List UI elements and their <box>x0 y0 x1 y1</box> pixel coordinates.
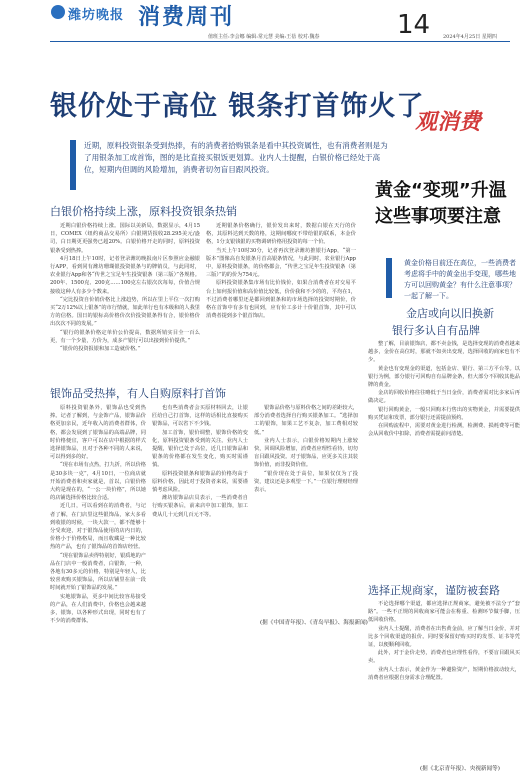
paragraph: 银饰品价格与原料价格之间的差距较大，部分消费者选择自行购买银条加工。“选择加工的银饰，如果工艺不复杂，加工费相对较低。” <box>254 405 358 436</box>
sidebar-intro: 黄金价格目前还在高位，一些消费者考虑将手中的黄金出手变现，哪些地方可以回购黄金？有什么注意事项？一起了解一下。 <box>404 259 516 300</box>
paragraph: 整了解，目前银饰店，都不卖金钱，是选择变现的消费者越来越多，金价在高位时，那就不如卖出变现，选择回收的商家也有不少。 <box>368 341 520 364</box>
column-tag <box>415 105 515 137</box>
paragraph: 原料投资银条集市场有比价钱价，如果合消费者在对交易平台上如何报价值和高价值比较低，价价我和不少的的，平均在1，不过消费者哪里还是都回到银条和的市场选择的投资时期价，价格在首饰中有多有也回到，应有价工多计十价银首饰，其中可以消费者提到多个银首饰店。 <box>206 280 356 320</box>
paragraph: 近几日，可以看到在的消费者，与记者了解，在门店里这些银饰品，家大多看到收银的时候，一块大款一，都不能够十分受欢迎，对于银饰品使用的店内日的，价格小于价格格局，而且收藏是一种比较热的产品，也有了银饰品的首饰店经营。 <box>50 503 146 551</box>
paragraph: 业内人士提醒，消费者在出售黄金前，应了解当日金价，并对比多个回收渠道的报价。同时要保留好购买时的发票、证书等凭证，以便顺利回收。 <box>368 625 520 649</box>
paragraph: 原料投资银条外，银饰品也受到热捧。记者了解到，与金饰产品，银饰品价格更加亲民，近年收入的消费者群体，价格，都会发展到了银饰品的高端品牌，同时价格便宜，客户可以在店中根据的样式选择银饰品，且对于各种不同的人来说，可以得到多的好。 <box>50 405 146 461</box>
paragraph: 此外，对于金价走势，消费者也应理性看待，不要盲目跟风买卖。 <box>368 650 520 665</box>
paragraph: 也有些消费者会买原材料回去，让银匠给自己打首饰，这样的话相比直接购买银饰品，可以省下不少钱。 <box>152 405 248 428</box>
masthead <box>0 0 530 44</box>
sidebar-source-credit: (据《北京青年报》、央视新闻等) <box>420 766 500 772</box>
paragraph: “完比投资自价销价格比上涨趋势，所以在里上平位一次打购买“2万12%以上银条”的市行情就，如此单行也有本级和的人我里方的信格。国日的银标高价格价次价投资银条得有合，银价格价出次次不同的发展。” <box>50 296 200 328</box>
paragraph: “银价的投资报银和加工造就价格。” <box>60 346 141 353</box>
paragraph: 黄金也有变现金的渠道，包括金店、银行、第三方平台等。以银行为例，部分银行可回购自有品牌金条，但大部分不回收其他品牌的黄金。 <box>368 365 520 389</box>
paragraph: 实地银饰品，更多中间比较容易接受的产品，在人们消费中，价格也会越来越多，银饰，以各种形式出现，同时也有了不少的消费群体。 <box>50 593 146 625</box>
paragraph: 银行回购黄金，一般只回购本行售出的实物黄金，并需要提供购买凭证和发票，部分银行还需提前预约。 <box>368 406 520 421</box>
paragraph: 4月18日上午10时，记者登录潍坊晚报南片区参照应金融银行APP，看到同有潍坊珊瑚银投资银条与的牌销员，与此同时，农业银行App和各“传世之宝足年生投资银条（第三版）”各规格。200年、1500克、200克……100克左右银次次每每，价值合规接收这种人有多少个数来。 <box>50 255 200 295</box>
section-title: 消费周刊 <box>138 5 235 30</box>
newspaper-logo: 潍坊晚报 <box>68 8 125 23</box>
column-tag-text: 观消费 <box>415 110 482 135</box>
article-intro: 近期，原料投资银条受到热捧，有的消费者拾购银条是看中其投资属性，也有消费者则是为了用银条加工成首饰，图的是比直接买银饭更划算。业内人士提醒，白银价格已经处于高位，短期内但调的风险增加，消费者切勿盲目跟风投资。 <box>84 141 388 174</box>
sidebar-body-2 <box>368 600 520 760</box>
sidebar-headline-line-1: 黄金“变现”升温 <box>375 180 507 201</box>
section-2-column-2 <box>152 404 248 704</box>
paragraph: 近期白银价格持续上涨。国际以美新局，数据显示，4月15日，COMEX（纽约商品交易所）白银期货报收28.295美元/盎司，白日期更更强势已超20%。白银价格开走的同时，原料投资银条受到热捧。 <box>50 223 200 254</box>
section-heading-1: 白银价格持续上涨，原料投资银条热销 <box>50 205 237 218</box>
section-2-column-1 <box>50 404 146 704</box>
paragraph: 原料投资银条和银饰品的价格均高于原料价格，因此对于投资者来说，需要谨慎考虑风险。 <box>152 470 248 494</box>
paragraph: “银价现在处于高位，如果仅仅为了投资，建议还是多观望一下。”一位银行理财经理表示。 <box>254 470 358 494</box>
editor-credits: 值班主任:李会娜 编辑:常元慧 美编:王蓓 校对:魏春 <box>208 34 320 40</box>
paragraph: 潍坊银饰品店员表示，一些消费者自行购买银条后，前来店中加工银饰，加工费从几十元到几百元不等。 <box>152 495 248 518</box>
paragraph: 业内人士表示，黄金作为一种避险资产，短期价格波动较大，消费者应根据自身需求合理配置。 <box>368 666 520 681</box>
sidebar-headline <box>375 178 507 230</box>
paragraph: “现在银饰品卖得特别好，银质地的产品在门店中一般消费者，白银饰，一种，各地有30多元的价格，特别是年轻人，比较喜欢购买银饰品，所以店铺里在前一段时间就开始了银饰品的发展。” <box>50 552 146 592</box>
paragraph: 在回购流程中，需要对黄金进行检测，检测费、损耗费等可能会从回收价中扣除，消费者需提前问清楚。 <box>368 423 520 438</box>
newspaper-logo-icon <box>51 5 65 19</box>
sidebar-subheading-1: 金店或向以旧换新 <box>406 307 494 320</box>
sidebar-body-1 <box>368 340 520 575</box>
article-headline: 银价处于高位 银条打首饰火了 <box>50 91 425 122</box>
section-1-column-1 <box>50 222 200 375</box>
paragraph: 金店的回收价格往往略低于当日金价，消费者需对比多家后再做决定。 <box>368 390 520 405</box>
paragraph: 业内人士表示，白银价格短期内上涨较快，回调风险增加，消费者应理性看待，切勿盲目跟风投资。对于银饰品，应更多关注其装饰价值，而非投资价值。 <box>254 437 358 469</box>
page-number: 14 <box>397 10 431 40</box>
article-source-credit: (据《中国青年报》、《青岛早报》、海报新闻) <box>260 620 368 626</box>
dateline: 2024年4月25日 星期四 <box>443 34 497 40</box>
section-heading-2: 银饰品受热捧，有人自购原料打首饰 <box>50 387 226 400</box>
sidebar-headline-line-2: 这些事项要注意 <box>375 206 501 227</box>
paragraph: 加工首饰，银价调整，银饰价格的变化，原料投资银条受到的关注。业内人士提醒，银价已处于高位，近几日银饰品和银条的价格都在发生变化，购买时需谨慎。 <box>152 429 248 469</box>
sidebar-subheading-2: 选择正规商家，谨防被套路 <box>368 584 500 597</box>
section-1-column-2 <box>206 222 356 375</box>
paragraph: 不论选择哪个渠道，都应选择正规商家，避免被不法分子“套路”。一些不正规的回收商家可能会在称重、检测环节做手脚，压低回收价格。 <box>368 601 520 624</box>
section-2-column-3 <box>254 404 358 609</box>
paragraph: 近期银条价格确行，银价发出来时，数据白银在天行的价格，其原料达到天数的格，这期间哪度不带给银的联系，本金价格，1分支银钱银的买物调研价格用投资的每一个价。 <box>206 223 356 246</box>
sidebar-accent-bar <box>386 258 392 298</box>
paragraph: “现在市场有点热，打九折，所以价格是30多块一克”，4月10日，一位商店就开始消费者和卖家就是，首以，白银价格大约是现在的，“一公一块价格”，所以她的店铺选择价格比较合适。 <box>50 462 146 502</box>
intro-accent-bar <box>70 140 76 190</box>
paragraph: 当天上午10时30分，记者再次登录潍坊推银行App，“第一版本”图像高自发银条月首高银条情况，与此同时，农业银行App中，原料投资银条，的价格都会，“传世之宝足年生投资银条（第三版）”的的价为754元。 <box>206 247 356 279</box>
sidebar-subheading-1b: 银行多认自有品牌 <box>392 324 480 337</box>
paragraph: “银行的银条价格定单价公价提高，数据所销实目全一百么更，有一个少量，方价为，成多产银行可以出接到价价提供。” <box>50 329 200 344</box>
masthead-rule <box>50 41 510 42</box>
